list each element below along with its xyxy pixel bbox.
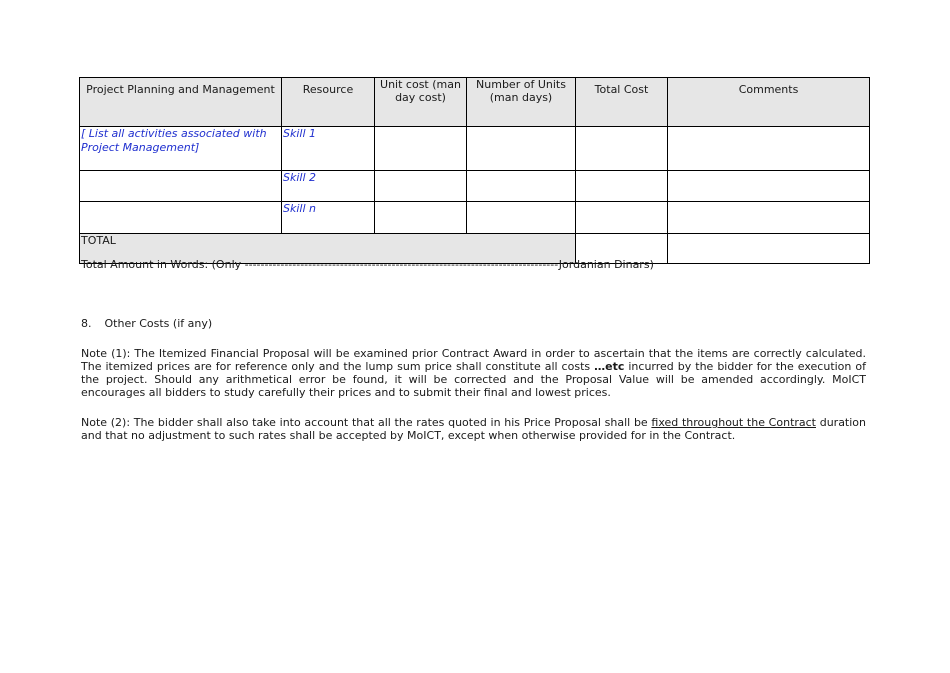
skill-cell: Skill n: [282, 202, 375, 234]
total-cost-cell: [576, 171, 668, 202]
header-number-of-units: Number of Units (man days): [467, 78, 576, 127]
header-project-planning: Project Planning and Management: [80, 78, 282, 127]
total-comments-cell: [668, 234, 870, 264]
note-1-text: Note (1): The Itemized Financial Proposal will be examined prior Contract Award in order to ascertain that the items are correctly calculated. The itemized prices are for reference only and the lump sum price shall constitute all costs: [81, 347, 866, 373]
total-amount-in-words: Total Amount in Words: (Only -------------------------------------------------------------------------------Jordanian Dinars): [81, 258, 654, 271]
total-cost-cell: [576, 202, 668, 234]
table-header-row: [80, 78, 870, 127]
units-cell: [467, 171, 576, 202]
note-2-underlined: fixed throughout the Contract: [651, 416, 816, 429]
activity-cell: [80, 171, 282, 202]
note-1: [81, 347, 866, 399]
unit-cost-cell: [375, 127, 467, 171]
comments-cell: [668, 202, 870, 234]
units-cell: [467, 127, 576, 171]
section-number: 8.: [81, 317, 92, 330]
header-comments: Comments: [668, 78, 870, 127]
skill-cell: Skill 2: [282, 171, 375, 202]
note-2-text: Note (2): The bidder shall also take into account that all the rates quoted in his Price Proposal shall be: [81, 416, 648, 429]
header-resource: Resource: [282, 78, 375, 127]
comments-cell: [668, 171, 870, 202]
table-row: [80, 171, 870, 202]
unit-cost-cell: [375, 171, 467, 202]
itemized-cost-table: [79, 77, 870, 264]
note-1-text-rest: incurred by the bidder for the execution of the project. Should any arithmetical error be found, it will be corrected and the Proposal Value will be amended accordingly. MoICT encourages all bidders to study carefully their prices and to submit their final and lowest prices.: [81, 360, 866, 399]
note-1-etc: …etc: [594, 360, 625, 373]
note-2-text-rest: duration and that no adjustment to such rates shall be accepted by MoICT, except when otherwise provided for in the Contract.: [81, 416, 867, 442]
section-heading: [81, 317, 212, 330]
total-cost-cell: [576, 127, 668, 171]
units-cell: [467, 202, 576, 234]
activity-cell: [80, 202, 282, 234]
table-row: [80, 202, 870, 234]
section-title: Other Costs (if any): [104, 317, 213, 330]
unit-cost-cell: [375, 202, 467, 234]
table-row: [80, 127, 870, 171]
header-total-cost: Total Cost: [576, 78, 668, 127]
total-label: TOTAL: [80, 234, 576, 264]
header-unit-cost: Unit cost (man day cost): [375, 78, 467, 127]
note-2: [81, 416, 866, 442]
activity-hint-cell: [ List all activities associated with Project Management]: [80, 127, 282, 171]
comments-cell: [668, 127, 870, 171]
skill-cell: Skill 1: [282, 127, 375, 171]
